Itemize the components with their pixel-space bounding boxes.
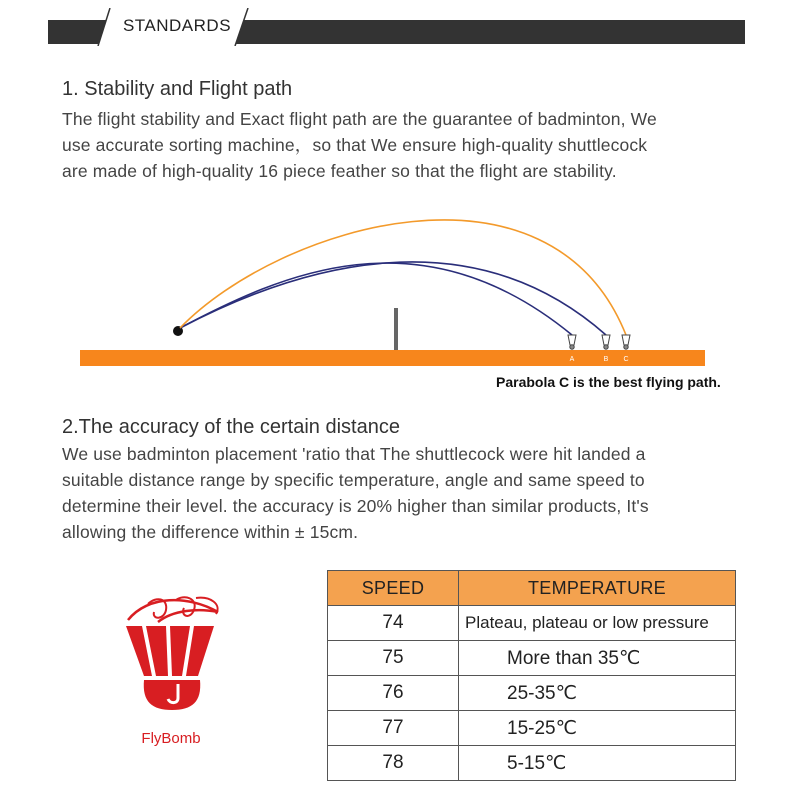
flybomb-logo-icon: [118, 590, 230, 712]
stability-paragraph: [62, 106, 657, 184]
table-row: [328, 676, 736, 711]
flight-path-c: [180, 220, 626, 335]
paragraph-line: are made of high-quality 16 piece feather so that the flight are stability.: [62, 161, 617, 181]
temperature-cell: Plateau, plateau or low pressure: [459, 606, 736, 641]
paragraph-line: allowing the difference within ± 15cm.: [62, 522, 359, 542]
paragraph-line: determine their level. the accuracy is 20% higher than similar products, It's: [62, 496, 649, 516]
marker-c: C: [623, 356, 629, 363]
temperature-cell: 15-25℃: [459, 711, 736, 746]
section-heading-accuracy: 2.The accuracy of the certain distance: [62, 416, 400, 438]
flight-path-a: [180, 263, 572, 335]
marker-a: A: [569, 356, 575, 363]
flight-path-b: [180, 262, 606, 335]
paragraph-line: The flight stability and Exact flight path are the guarantee of badminton, We: [62, 109, 657, 129]
speed-cell: 78: [328, 746, 459, 781]
accuracy-paragraph: [62, 441, 649, 545]
temperature-cell: 5-15℃: [459, 746, 736, 781]
table-header-row: [328, 571, 736, 606]
paragraph-line: suitable distance range by specific temperature, angle and same speed to: [62, 470, 645, 490]
speed-cell: 74: [328, 606, 459, 641]
flight-path-diagram: [80, 195, 705, 370]
paragraph-line: We use badminton placement 'ratio that The shuttlecock were hit landed a: [62, 444, 646, 464]
shuttlecock-icon: [602, 335, 610, 349]
speed-header: SPEED: [328, 571, 459, 606]
temperature-cell: More than 35℃: [459, 641, 736, 676]
temperature-header: TEMPERATURE: [459, 571, 736, 606]
table-row: [328, 641, 736, 676]
section-heading-stability: 1. Stability and Flight path: [62, 78, 293, 100]
header-title: STANDARDS: [122, 16, 232, 35]
table-row: [328, 711, 736, 746]
net-post: [394, 308, 398, 350]
speed-cell: 77: [328, 711, 459, 746]
temperature-cell: 25-35℃: [459, 676, 736, 711]
table-row: [328, 606, 736, 641]
shuttlecock-icon: [622, 335, 630, 349]
marker-b: B: [603, 356, 609, 363]
speed-cell: 75: [328, 641, 459, 676]
paragraph-line: use accurate sorting machine，so that We ensure high-quality shuttlecock: [62, 135, 648, 155]
speed-temperature-table: [327, 570, 736, 781]
court-strip: [80, 350, 705, 366]
parabola-caption: Parabola C is the best flying path.: [496, 374, 721, 390]
brand-name: FlyBomb: [141, 730, 201, 747]
speed-cell: 76: [328, 676, 459, 711]
table-row: [328, 746, 736, 781]
shuttlecock-icon: [568, 335, 576, 349]
